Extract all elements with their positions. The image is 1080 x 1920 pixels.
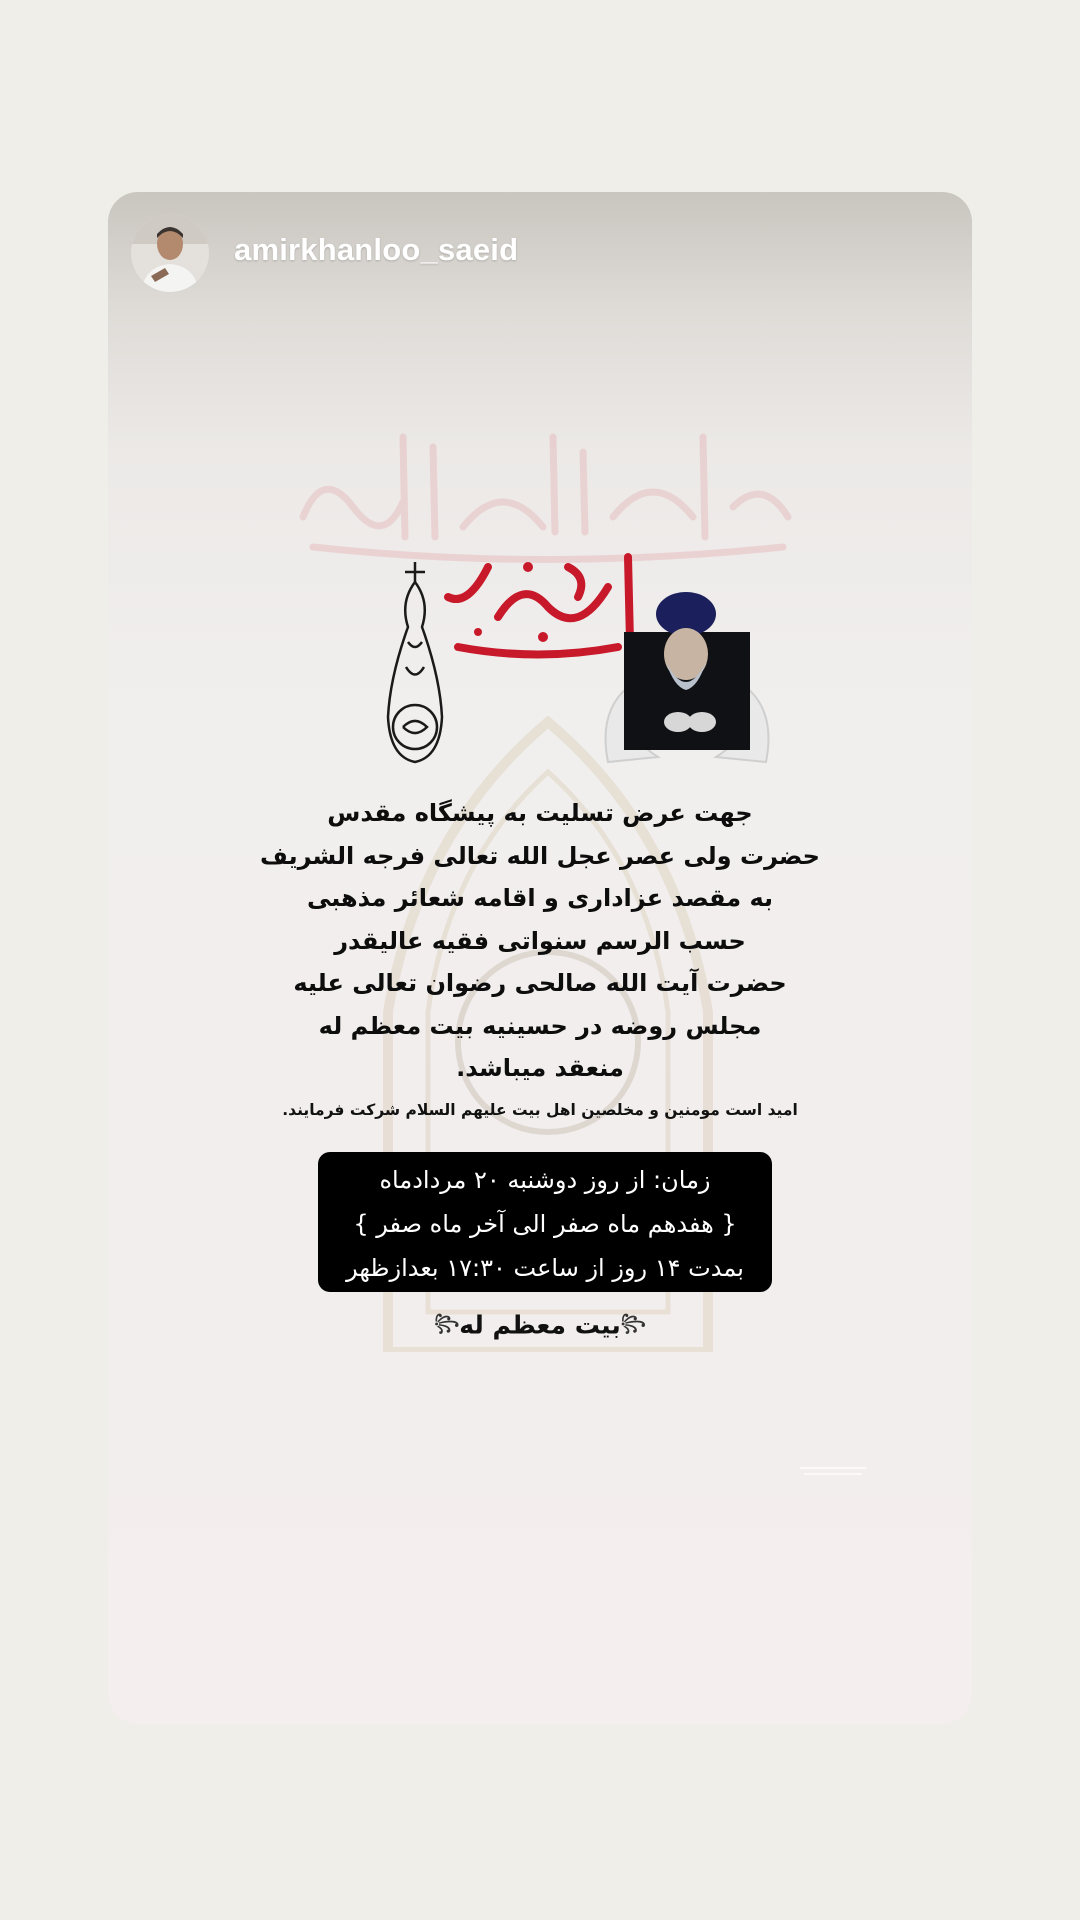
story-card[interactable] <box>108 192 972 1724</box>
announcement-line: حضرت آیت الله صالحی رضوان تعالی علیه <box>293 969 787 997</box>
time-line: زمان: از روز دوشنبه ۲۰ مردادماه <box>379 1166 711 1194</box>
story-header <box>108 192 972 320</box>
invite-line: امید است مومنین و مخلصین اهل بیت علیهم السلام شرکت فرمایند. <box>282 1101 798 1119</box>
time-box <box>318 1152 772 1292</box>
announcement-text <box>108 792 972 1090</box>
announcement-line: حسب الرسم سنواتی فقیه عالیقدر <box>334 926 746 955</box>
profile-photo-icon <box>131 214 209 292</box>
avatar[interactable] <box>131 214 209 292</box>
faint-watermark-mark <box>798 1462 868 1480</box>
time-line: بمدت ۱۴ روز از ساعت ۱۷:۳۰ بعدازظهر <box>346 1254 744 1282</box>
signature <box>108 1310 972 1343</box>
announcement-line: جهت عرض تسلیت به پیشگاه مقدس <box>327 799 753 827</box>
announcement-line: منعقد میباشد. <box>456 1054 624 1082</box>
signature-text: بیت معظم له <box>459 1310 621 1340</box>
announcement-line: مجلس روضه در حسینیه بیت معظم له <box>318 1011 762 1040</box>
announcement-line: حضرت ولی عصر عجل الله تعالی فرجه الشریف <box>260 841 820 870</box>
ornament-icon: ꧂ <box>434 1313 460 1332</box>
scholar-photo <box>598 592 776 772</box>
ornament-icon: ꧂ <box>620 1313 646 1332</box>
time-line: { هفدهم ماه صفر الی آخر ماه صفر } <box>353 1210 737 1238</box>
username[interactable]: amirkhanloo_saeid <box>234 232 519 267</box>
announcement-line: به مقصد عزاداری و اقامه شعائر مذهبی <box>306 884 774 912</box>
pendant-ornament <box>370 557 460 767</box>
